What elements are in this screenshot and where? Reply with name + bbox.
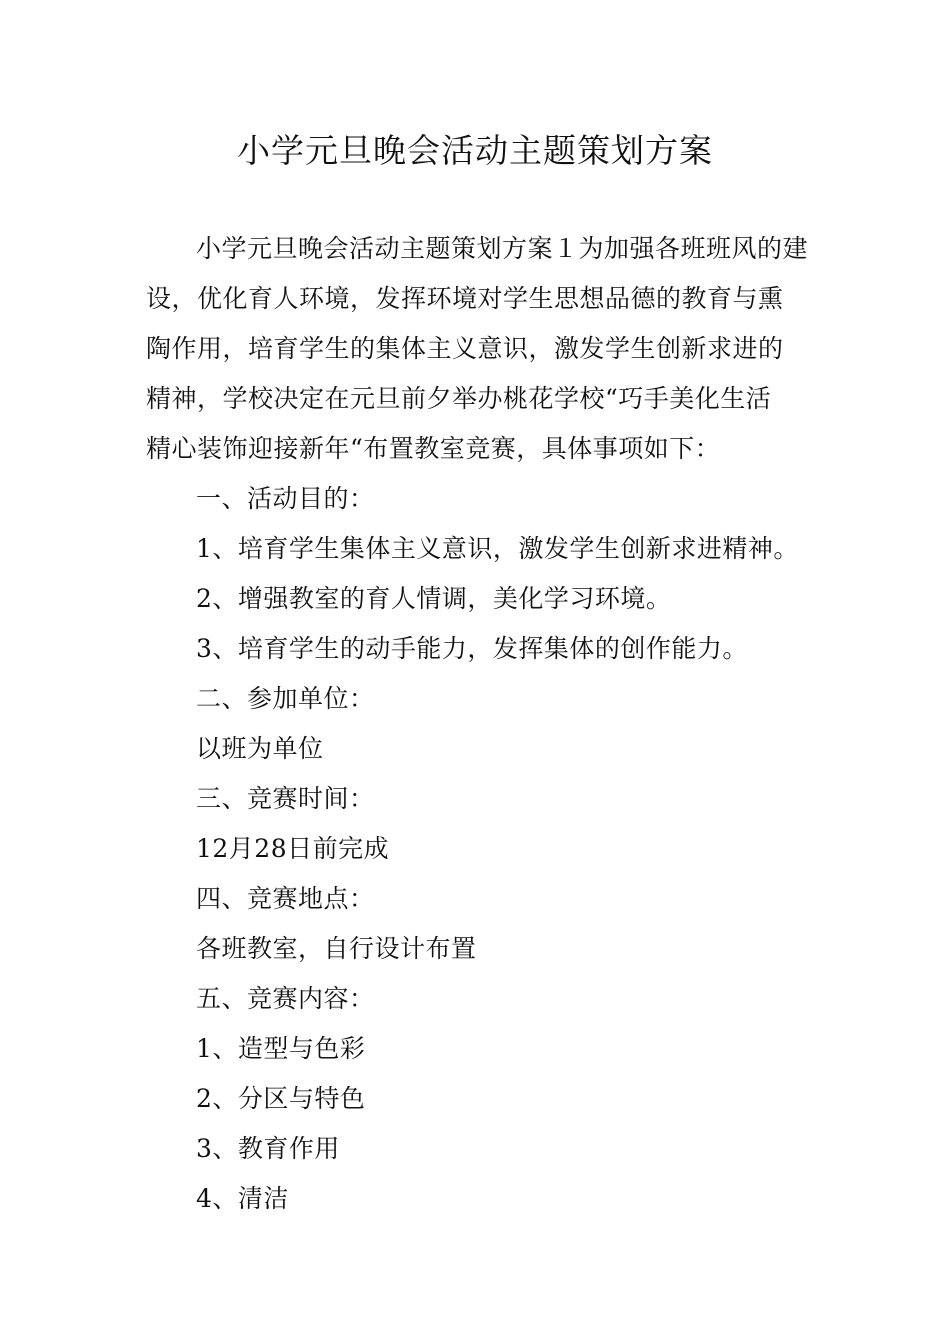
item-text: 五、竞赛内容： [196,984,375,1013]
item-text: 各班教室，自行设计布置 [196,934,477,963]
list-item [146,1124,806,1174]
list-item [146,1074,806,1124]
list-item [146,524,806,574]
list-item [146,824,806,874]
item-text: 12月28日前完成 [196,834,390,863]
item-text: 3、教育作用 [196,1134,340,1163]
section-heading-content [146,974,806,1024]
item-text: 1、培育学生集体主义意识，激发学生创新求进精神。 [196,534,799,563]
intro-line: 精神，学校决定在元旦前夕举办桃花学校“巧手美化生活 [146,384,772,413]
item-text: 2、增强教室的育人情调，美化学习环境。 [196,584,672,613]
list-item [146,624,806,674]
section-heading-location [146,874,806,924]
item-text: 3、培育学生的动手能力，发挥集体的创作能力。 [196,634,748,663]
document-title: 小学元旦晚会活动主题策划方案 [237,131,713,170]
document-body [146,224,809,1224]
item-text: 一、活动目的： [196,484,375,513]
list-item [146,924,806,974]
list-item [146,1024,806,1074]
intro-line: 小学元旦晚会活动主题策划方案１为加强各班班风的建 [196,234,809,263]
intro-line: 设，优化育人环境，发挥环境对学生思想品德的教育与熏 [146,284,784,313]
section-heading-participants [146,674,806,724]
item-text: 以班为单位 [196,734,324,763]
list-item [146,1174,806,1224]
intro-line: 精心装饰迎接新年“布置教室竞赛，具体事项如下： [146,434,721,463]
item-text: 1、造型与色彩 [196,1034,366,1063]
intro-paragraph [146,224,809,474]
section-heading-time [146,774,806,824]
item-text: 四、竞赛地点： [196,884,375,913]
list-item [146,724,806,774]
intro-line: 陶作用，培育学生的集体主义意识，激发学生创新求进的 [146,334,784,363]
item-text: 4、清洁 [196,1184,289,1213]
item-text: 2、分区与特色 [196,1084,366,1113]
item-text: 三、竞赛时间： [196,784,375,813]
item-text: 二、参加单位： [196,684,375,713]
list-item [146,574,806,624]
section-heading-purpose [146,474,806,524]
